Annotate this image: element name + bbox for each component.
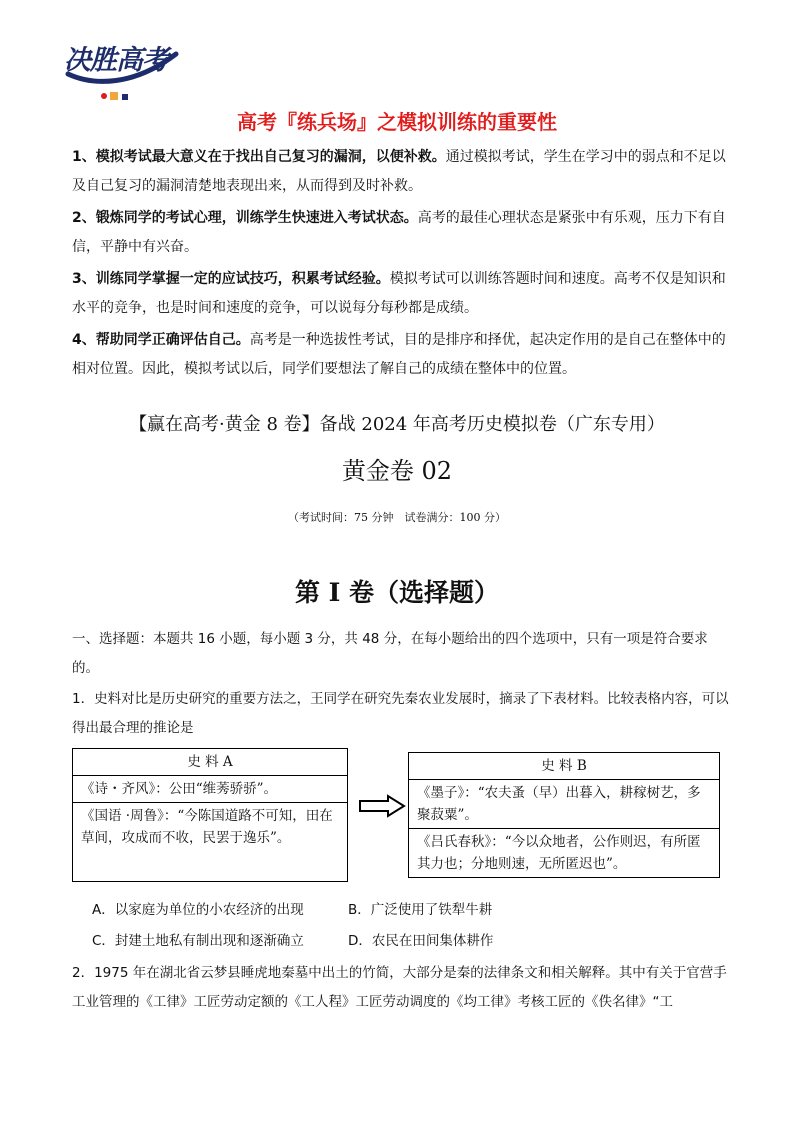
question-2-stem: 2．1975 年在湖北省云梦县睡虎地秦墓中出土的竹简，大部分是秦的法律条文和相关解释。其中有关于官营手工业管理的《工律》工匠劳动定额的《工人程》工匠劳动调度的《均工律》考核工匠的《佚名律》“工 xyxy=(72,965,727,1010)
point-2: 2、锻炼同学的考试心理，训练学生快速进入考试状态。高考的最佳心理状态是紧张中有乐观，压力下有自信，平静中有兴奋。 xyxy=(72,210,726,255)
point-4: 4、帮助同学正确评估自己。高考是一种选拔性考试，目的是排序和择优，起决定作用的是自己在整体中的相对位置。因此，模拟考试以后，同学们要想法了解自己的成绩在整体中的位置。 xyxy=(72,332,726,377)
right-arrow-icon xyxy=(358,794,406,818)
table-b-header: 史 料 B xyxy=(409,753,719,780)
main-title: 【赢在高考·黄金 8 卷】备战 2024 年高考历史模拟卷（广东专用） xyxy=(129,414,665,435)
option-a[interactable]: A．以家庭为单位的小农经济的出现 xyxy=(92,902,304,918)
table-a-header: 史 料 A xyxy=(73,749,347,776)
point-1: 1、模拟考试最大意义在于找出自己复习的漏洞，以便补救。通过模拟考试，学生在学习中的弱点和不足以及自己复习的漏洞清楚地表现出来，从而得到及时补救。 xyxy=(72,149,726,194)
exam-info: （考试时间：75 分钟 试卷满分：100 分） xyxy=(288,511,506,524)
option-b[interactable]: B．广泛使用了铁犁牛耕 xyxy=(348,902,493,918)
source-table-b xyxy=(408,752,720,878)
source-table-a xyxy=(72,748,348,882)
option-d[interactable]: D．农民在田间集体耕作 xyxy=(348,933,494,949)
option-c[interactable]: C．封建土地私有制出现和逐渐确立 xyxy=(92,933,304,949)
section-title: 第 I 卷（选择题） xyxy=(294,578,500,607)
table-b-row: 《吕氏春秋》：“今以众地者，公作则迟，有所匿其力也；分地则速，无所匿迟也”。 xyxy=(417,834,701,872)
table-b-row: 《墨子》：“农夫蚤（早）出暮入，耕稼树艺，多聚菽粟”。 xyxy=(409,780,719,829)
sub-title: 黄金卷 02 xyxy=(341,457,453,485)
table-a-row: 《诗・齐风》：公田“维莠骄骄”。 xyxy=(73,776,347,803)
question-1-stem: 1．史料对比是历史研究的重要方法之，王同学在研究先秦农业发展时，摘录了下表材料。比较表格内容，可以得出最合理的推论是 xyxy=(72,691,729,736)
logo xyxy=(64,34,184,106)
banner-title: 高考『练兵场』之模拟训练的重要性 xyxy=(237,110,557,134)
instructions: 一、选择题：本题共 16 小题，每小题 3 分，共 48 分，在每小题给出的四个选项中，只有一项是符合要求的。 xyxy=(72,631,708,676)
table-a-row: 《国语 ·周鲁》：“今陈国道路不可知，田在草间，攻成而不收，民罢于逸乐”。 xyxy=(81,808,333,846)
logo-text: 决胜高考 xyxy=(64,45,168,76)
point-3: 3、训练同学掌握一定的应试技巧，积累考试经验。模拟考试可以训练答题时间和速度。高考不仅是知识和水平的竞争，也是时间和速度的竞争，可以说每分每秒都是成绩。 xyxy=(72,271,726,316)
